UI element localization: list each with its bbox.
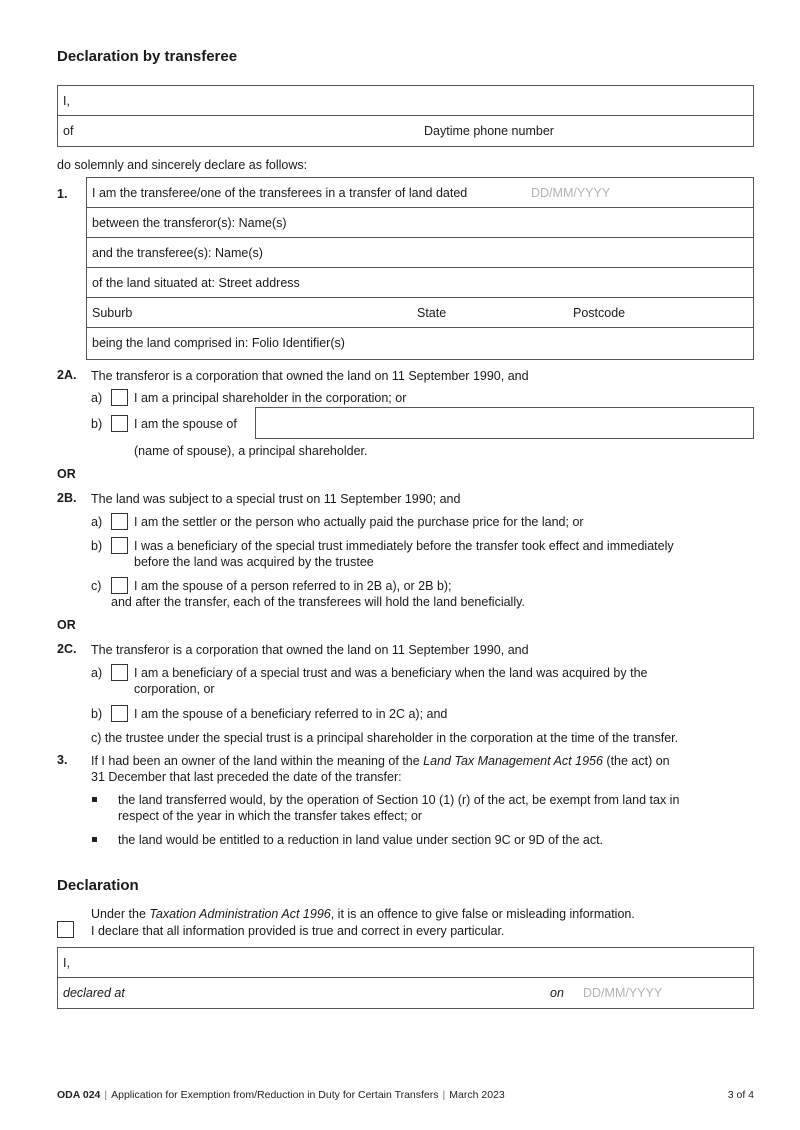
page-number: 3 of 4	[727, 1089, 754, 1101]
option-letter: a)	[91, 391, 103, 405]
i-label: I,	[63, 93, 70, 108]
declaration-checkbox[interactable]	[57, 921, 74, 938]
section-3-line1-pre: If I had been an owner of the land within the meaning of the	[91, 754, 424, 768]
checkbox-2a-b[interactable]	[111, 415, 128, 432]
suburb-label: Suburb	[92, 305, 133, 320]
separator: |	[442, 1089, 446, 1101]
declaration-box	[57, 947, 754, 1009]
option-2c-a-text-cont: corporation, or	[134, 682, 215, 696]
form-title: Application for Exemption from/Reduction in Duty for Certain Transfers	[111, 1089, 439, 1101]
checkbox-2b-a[interactable]	[111, 513, 128, 530]
or-separator: OR	[57, 467, 76, 481]
option-2a-b-text: I am the spouse of	[134, 417, 237, 431]
page-footer	[57, 1089, 754, 1101]
option-2b-b-text-cont: before the land was acquired by the trustee	[134, 555, 374, 569]
option-2b-a-text: I am the settler or the person who actually paid the purchase price for the land; or	[134, 515, 584, 529]
form-code: ODA 024	[57, 1089, 101, 1101]
option-2b-c-text: I am the spouse of a person referred to in 2B a), or 2B b);	[134, 579, 452, 593]
transferee-names-field[interactable]	[87, 238, 753, 268]
section-2a-intro: The transferor is a corporation that owned the land on 11 September 1990, and	[91, 369, 529, 383]
dated-label: I am the transferee/one of the transferees in a transfer of land dated	[92, 185, 468, 200]
option-2a-b-subtext: (name of spouse), a principal shareholder.	[134, 444, 368, 458]
transferees-label: and the transferee(s): Name(s)	[92, 245, 263, 260]
option-2c-c-text: c) the trustee under the special trust is a principal shareholder in the corporation at the time of the transfer.	[91, 731, 679, 745]
checkbox-2c-b[interactable]	[111, 705, 128, 722]
declaration-date-placeholder[interactable]: DD/MM/YYYY	[583, 986, 663, 1000]
section-title-declaration: Declaration	[57, 877, 139, 894]
option-2b-b-text: I was a beneficiary of the special trust immediately before the transfer took effect and immediately	[134, 539, 674, 553]
option-letter: b)	[91, 539, 103, 553]
street-address-field[interactable]	[87, 268, 753, 298]
i-label: I,	[63, 955, 70, 970]
bullet-2-text: the land would be entitled to a reduction in land value under section 9C or 9D of the act.	[118, 833, 604, 847]
section-number-2c: 2C.	[57, 642, 77, 656]
section-number-1: 1.	[57, 187, 68, 201]
state-label: State	[417, 305, 447, 320]
folio-identifier-field[interactable]	[87, 328, 753, 358]
land-tax-act-name: Land Tax Management Act 1956	[423, 754, 603, 768]
folio-label: being the land comprised in: Folio Identifier(s)	[92, 336, 345, 350]
section-2b-intro: The land was subject to a special trust on 11 September 1990; and	[91, 492, 461, 506]
section-number-2b: 2B.	[57, 491, 77, 505]
declared-at-field[interactable]	[58, 978, 753, 1008]
postcode-label: Postcode	[573, 305, 626, 320]
separator: |	[104, 1089, 108, 1101]
option-letter: b)	[91, 417, 103, 431]
section-number-2a: 2A.	[57, 368, 77, 382]
intro-text: do solemnly and sincerely declare as follows:	[57, 158, 308, 172]
or-separator: OR	[57, 618, 76, 632]
section-number-3: 3.	[57, 753, 68, 767]
phone-label: Daytime phone number	[424, 124, 554, 138]
option-2c-a-text: I am a beneficiary of a special trust and was a beneficiary when the land was acquired by the	[134, 666, 648, 680]
bullet-1-text: the land transferred would, by the operation of Section 10 (1) (r) of the act, be exempt from land tax in	[118, 793, 680, 807]
of-label: of	[63, 124, 74, 138]
date-placeholder: DD/MM/YYYY	[531, 185, 611, 200]
checkbox-2a-a[interactable]	[111, 389, 128, 406]
bullet-icon	[92, 837, 97, 842]
checkbox-2b-b[interactable]	[111, 537, 128, 554]
declarant-name-field[interactable]	[58, 948, 753, 978]
declaration-line1	[91, 906, 635, 922]
section-2b-after: and after the transfer, each of the transferees will hold the land beneficially.	[111, 595, 525, 609]
checkbox-2b-c[interactable]	[111, 577, 128, 594]
option-letter: a)	[91, 666, 103, 680]
checkbox-2c-a[interactable]	[111, 664, 128, 681]
section-3-line1	[91, 753, 670, 769]
transferor-name-field[interactable]	[87, 208, 753, 238]
declaration-line1-post: , it is an offence to give false or misleading information.	[330, 907, 635, 921]
transferee-name-field[interactable]	[58, 86, 753, 116]
section-title-transferee: Declaration by transferee	[57, 48, 238, 65]
transfer-date-field[interactable]	[87, 178, 753, 208]
transfer-details-box	[86, 177, 754, 360]
transferee-address-field[interactable]	[58, 116, 753, 146]
declared-at-label: declared at	[63, 986, 125, 1000]
footer-left	[57, 1089, 505, 1101]
option-2a-a-text: I am a principal shareholder in the corporation; or	[134, 391, 407, 405]
section-3-line1-post: (the act) on	[602, 754, 670, 768]
spouse-name-input[interactable]	[255, 407, 754, 439]
section-2c-intro: The transferor is a corporation that owned the land on 11 September 1990, and	[91, 643, 529, 657]
option-letter: c)	[91, 579, 102, 593]
declaration-line1-pre: Under the	[91, 907, 150, 921]
option-2c-b-text: I am the spouse of a beneficiary referred to in 2C a); and	[134, 707, 448, 721]
on-label: on	[550, 986, 564, 1000]
suburb-state-postcode-row[interactable]	[87, 298, 753, 328]
bullet-1-text-cont: respect of the year in which the transfer takes effect; or	[118, 809, 423, 823]
section-3-line2: 31 December that last preceded the date of the transfer:	[91, 770, 402, 784]
bullet-icon	[92, 797, 97, 802]
transferee-identity-box	[57, 85, 754, 147]
form-date: March 2023	[449, 1089, 505, 1101]
transferor-label: between the transferor(s): Name(s)	[92, 215, 287, 230]
option-letter: a)	[91, 515, 103, 529]
option-letter: b)	[91, 707, 103, 721]
tax-admin-act-name: Taxation Administration Act 1996	[149, 907, 331, 921]
street-label: of the land situated at: Street address	[92, 275, 300, 290]
declaration-line2: I declare that all information provided is true and correct in every particular.	[91, 924, 505, 938]
